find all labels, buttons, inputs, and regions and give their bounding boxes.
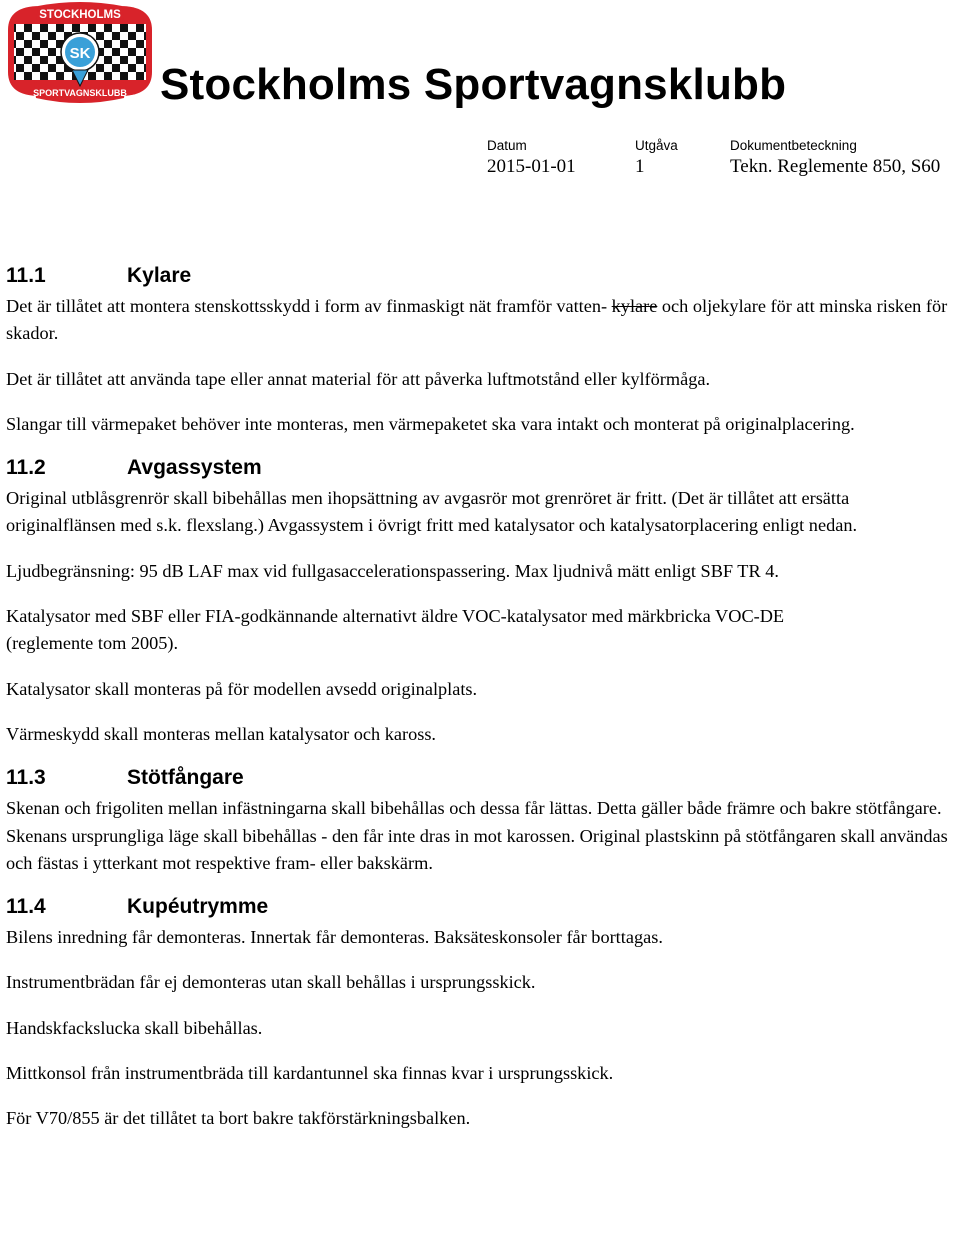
document-id-value: Tekn. Reglemente 850, S60 [730,156,941,177]
logo-bottom-text: SPORTVAGNSKLUBB [33,88,127,98]
paragraph: Ljudbegränsning: 95 dB LAF max vid fullgasaccelerationspassering. Max ljudnivå mätt enligt SBF TR 4. [6,560,779,581]
paragraph: Original utblåsgrenrör skall bibehållas men ihopsättning av avgasrör mot grenröret är fritt. (Det är tillåtet att ersätta originalflänsen med s.k. flexslang.) Avgassystem i övrigt fritt med katalysator och katalysatorplacering enligt nedan. [6,488,858,536]
section-title: Stötfångare [127,765,244,789]
paragraph: Katalysator skall monteras på för modellen avsedd originalplats. [6,678,478,699]
section-title: Kylare [127,263,192,287]
paragraph: Bilens inredning får demonteras. Innertak får demonteras. Baksäteskonsoler får borttagas. [6,927,663,948]
document-body [6,258,956,1151]
logo-top-text: STOCKHOLMS [39,9,121,21]
paragraph [6,293,956,348]
section-stotfangare [6,760,956,877]
struck-text: kylare [611,296,658,316]
section-kupeutrymme [6,889,956,1132]
paragraph-text: och oljekylare för att minska risken för skador. [6,296,948,344]
paragraph: För V70/855 är det tillåtet ta bort bakre takförstärkningsbalken. [6,1108,471,1129]
section-kylare [6,258,956,438]
organization-name: Stockholms Sportvagnsklubb [160,60,787,109]
section-number: 11.3 [6,765,46,789]
paragraph: Det är tillåtet att använda tape eller annat material för att påverka luftmotstånd eller kylförmåga. [6,368,711,389]
edition-value: 1 [635,156,645,177]
section-number: 11.4 [6,894,46,918]
date-value: 2015-01-01 [487,156,576,177]
section-heading [6,258,956,293]
edition-label: Utgåva [635,138,678,153]
section-heading [6,450,956,485]
date-label: Datum [487,138,527,153]
paragraph: Katalysator med SBF eller FIA-godkännande alternativt äldre VOC-katalysator med märkbricka VOC-DE (reglemente tom 2005). [6,606,785,654]
section-heading [6,889,956,924]
paragraph: Instrumentbrädan får ej demonteras utan skall behållas i ursprungsskick. [6,972,536,993]
document-id-label: Dokumentbeteckning [730,138,857,153]
paragraph: Handskfackslucka skall bibehållas. [6,1017,263,1038]
section-number: 11.1 [6,263,46,287]
paragraph: Slangar till värmepaket behöver inte monteras, men värmepaketet ska vara intakt och monterat på originalplacering. [6,413,855,434]
section-avgassystem [6,450,956,748]
section-number: 11.2 [6,455,46,479]
logo-emblem-text: SK [69,45,91,62]
section-heading [6,760,956,795]
paragraph-text: Det är tillåtet att montera stenskottsskydd i form av finmaskigt nät framför vatten- [6,296,612,316]
paragraph: Värmeskydd skall monteras mellan katalysator och kaross. [6,723,437,744]
paragraph: Mittkonsol från instrumentbräda till kardantunnel ska finnas kvar i ursprungsskick. [6,1063,614,1084]
section-title: Avgassystem [127,455,262,479]
paragraph: Skenan och frigoliten mellan infästningarna skall bibehållas och dessa får lättas. Detta gäller både främre och bakre stötfångare. Skenans ursprungliga läge skall bibehållas - den får inte dras in mot karossen. Original plastskinn på stötfångaren skall användas och fästas i ytterkant mot respektive fram- eller bakskärm. [6,798,948,873]
club-logo [0,0,160,106]
section-title: Kupéutrymme [127,894,269,918]
